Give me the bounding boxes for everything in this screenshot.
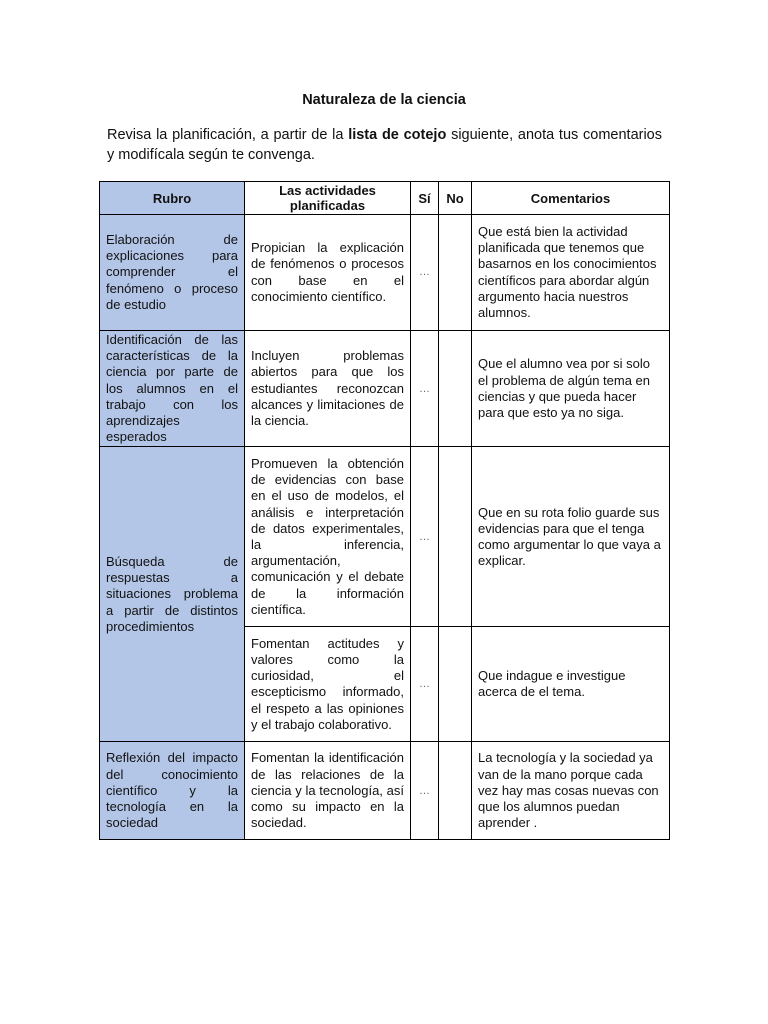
- si-cell: …: [411, 331, 439, 447]
- si-cell: …: [411, 742, 439, 840]
- intro-text-bold: lista de cotejo: [348, 127, 447, 143]
- table-header-row: [100, 182, 670, 215]
- comment-cell: Que está bien la actividad planificada que tenemos que basarnos en los conocimientos científicos para abordar algún argumento hacia nuestros alumnos.: [472, 215, 670, 331]
- intro-text-start: Revisa la planificación, a partir de la: [107, 127, 349, 143]
- table-row: [100, 331, 670, 447]
- activity-cell: Fomentan actitudes y valores como la curiosidad, el escepticismo informado, el respeto a las opiniones y el trabajo colaborativo.: [245, 627, 411, 742]
- header-comentarios: Comentarios: [472, 182, 670, 215]
- no-cell: [439, 742, 472, 840]
- comment-cell: Que en su rota folio guarde sus evidencias para que el tenga como argumentar lo que vaya a explicar.: [472, 447, 670, 627]
- header-rubro: Rubro: [100, 182, 245, 215]
- no-cell: [439, 215, 472, 331]
- table-row: [100, 742, 670, 840]
- header-actividades: Las actividades planificadas: [245, 182, 411, 215]
- rubro-cell: Elaboración de explicaciones para comprender el fenómeno o proceso de estudio: [100, 215, 245, 331]
- no-cell: [439, 627, 472, 742]
- activity-cell: Incluyen problemas abiertos para que los estudiantes reconozcan alcances y limitaciones de la ciencia.: [245, 331, 411, 447]
- table-row: [100, 215, 670, 331]
- activity-cell: Fomentan la identificación de las relaciones de la ciencia y la tecnología, así como su impacto en la sociedad.: [245, 742, 411, 840]
- comment-cell: Que indague e investigue acerca de el tema.: [472, 627, 670, 742]
- no-cell: [439, 331, 472, 447]
- comment-cell: Que el alumno vea por si solo el problema de algún tema en ciencias y que pueda hacer para que esto ya no siga.: [472, 331, 670, 447]
- header-no: No: [439, 182, 472, 215]
- si-cell: …: [411, 627, 439, 742]
- activity-cell: Propician la explicación de fenómenos o procesos con base en el conocimiento científico.: [245, 215, 411, 331]
- rubro-cell: Identificación de las características de la ciencia por parte de los alumnos en el trabajo con los aprendizajes esperados: [100, 331, 245, 447]
- intro-paragraph: [107, 125, 662, 165]
- activity-cell: Promueven la obtención de evidencias con base en el uso de modelos, el análisis e interpretación de datos experimentales, la inferencia, argumentación, comunicación y el debate de la información científica.: [245, 447, 411, 627]
- comment-cell: La tecnología y la sociedad ya van de la mano porque cada vez hay mas cosas nuevas con que los alumnos puedan aprender .: [472, 742, 670, 840]
- table-row: [100, 447, 670, 627]
- intro-text-end: siguiente, anota tus comentarios y modifícala según te convenga.: [107, 127, 662, 163]
- si-cell: …: [411, 447, 439, 627]
- header-si: Sí: [411, 182, 439, 215]
- checklist-table: [99, 181, 670, 840]
- page-title: Naturaleza de la ciencia: [302, 92, 466, 108]
- no-cell: [439, 447, 472, 627]
- rubro-cell: Búsqueda de respuestas a situaciones problema a partir de distintos procedimientos: [100, 447, 245, 742]
- rubro-cell: Reflexión del impacto del conocimiento científico y la tecnología en la sociedad: [100, 742, 245, 840]
- si-cell: …: [411, 215, 439, 331]
